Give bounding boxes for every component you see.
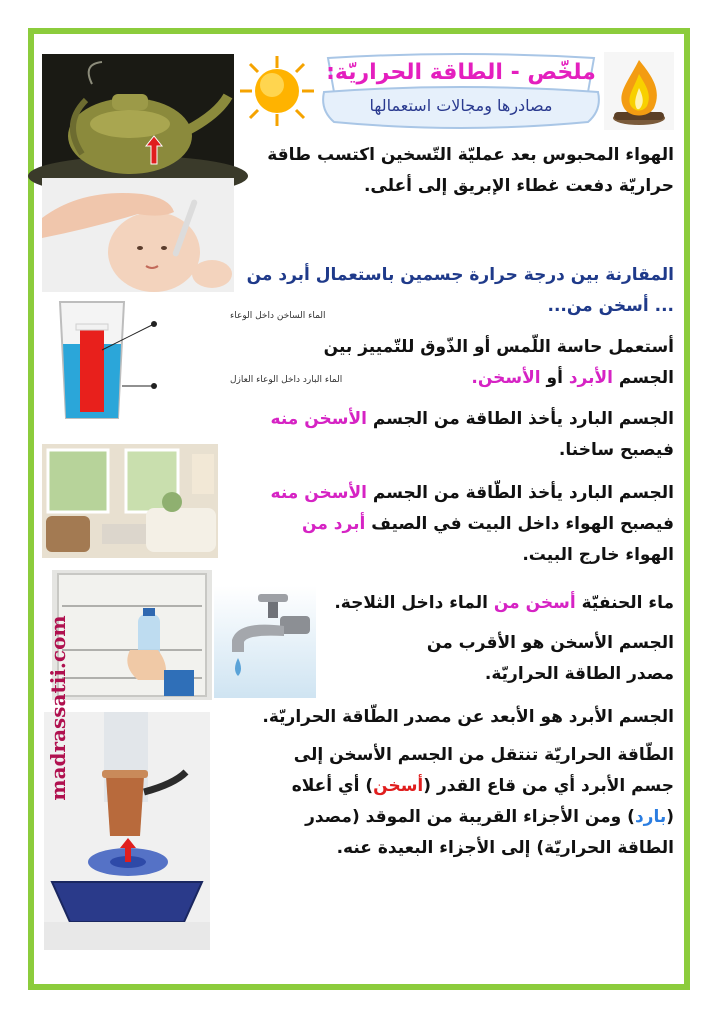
paragraph-tap-water bbox=[334, 588, 674, 619]
page-title: ملخّص - الطاقة الحراريّة: bbox=[326, 60, 596, 85]
paragraph-comparison-text: المقارنة بين درجة حرارة جسمين باستعمال أبرد من ... أسخن من... bbox=[246, 265, 674, 316]
paragraph-colder-far bbox=[254, 702, 674, 733]
heat-transfer-cold: بارد bbox=[634, 807, 667, 827]
paragraph-cold-body bbox=[264, 404, 674, 466]
paragraph-comparison bbox=[244, 260, 674, 322]
cold-body-text: الجسم البارد يأخذ الطاقة من الجسم bbox=[367, 409, 674, 429]
heat-transfer-text: الطّاقة الحراريّة تنتقل من الجسم الأسخن إلى جسم الأبرد أي من قاع القدر ( bbox=[293, 745, 674, 796]
title-banner bbox=[318, 52, 604, 128]
watermark-text: madrassatii.com bbox=[46, 615, 70, 801]
heat-transfer-end: ) ومن الأجزاء القريبة من الموقد (مصدر الطاقة الحراريّة) إلى الأجزاء البعيدة عنه. bbox=[305, 807, 674, 858]
paragraph-house-air bbox=[254, 478, 674, 571]
house-air-summer: فيصبح الهواء داخل البيت في الصيف bbox=[365, 514, 674, 534]
cold-body-hotter: الأسخن منه bbox=[270, 409, 367, 429]
tap-water-text: ماء الحنفيّة bbox=[575, 593, 674, 613]
house-air-hotter: الأسخن منه bbox=[270, 483, 367, 503]
glass-label-hot: الماء الساخن داخل الوعاء bbox=[230, 311, 326, 321]
page-subtitle: مصادرها ومجالات استعمالها bbox=[369, 96, 553, 115]
paragraph-heat-transfer bbox=[254, 740, 674, 864]
house-air-colder: أبرد من bbox=[302, 514, 366, 534]
colder-far-text: الجسم الأبرد هو الأبعد عن مصدر الطّاقة الحراريّة. bbox=[262, 707, 674, 727]
house-air-text: الجسم البارد يأخذ الطّاقة من الجسم bbox=[367, 483, 674, 503]
paragraph-senses bbox=[264, 332, 674, 394]
paragraph-kettle bbox=[254, 140, 674, 202]
house-air-outside: الهواء خارج البيت. bbox=[522, 545, 674, 565]
paragraph-kettle-text: الهواء المحبوس بعد عمليّة التّسخين اكتسب طاقة حراريّة دفعت غطاء الإبريق إلى أعلى. bbox=[267, 145, 674, 196]
heat-transfer-hot: أسخن bbox=[373, 776, 424, 796]
senses-hotter: الأسخن. bbox=[471, 368, 541, 388]
senses-colder: الأبرد bbox=[568, 368, 613, 388]
fire-icon bbox=[604, 52, 674, 130]
living-room-image bbox=[42, 444, 218, 558]
senses-text: أستعمل حاسة اللّمس أو الذّوق للتّمييز بين الجسم bbox=[323, 337, 674, 388]
sun-icon bbox=[236, 52, 318, 130]
cold-body-result: فيصبح ساخنا. bbox=[558, 440, 674, 460]
hotter-near-text: الجسم الأسخن هو الأقرب من مصدر الطاقة الحراريّة. bbox=[426, 633, 674, 684]
baby-image bbox=[42, 178, 234, 292]
faucet-image bbox=[214, 586, 316, 698]
senses-or: أو bbox=[540, 368, 569, 388]
tap-water-hotter: أسخن من bbox=[493, 593, 576, 613]
paragraph-hotter-near bbox=[384, 628, 674, 690]
kettle-image bbox=[42, 54, 234, 176]
tap-water-fridge: الماء داخل الثلاجة. bbox=[334, 593, 494, 613]
heat-transfer-mid: ) أي أعلاه ( bbox=[291, 776, 674, 827]
glass-label-cold: الماء البارد داخل الوعاء العازل bbox=[230, 375, 343, 385]
watermark bbox=[38, 598, 78, 818]
